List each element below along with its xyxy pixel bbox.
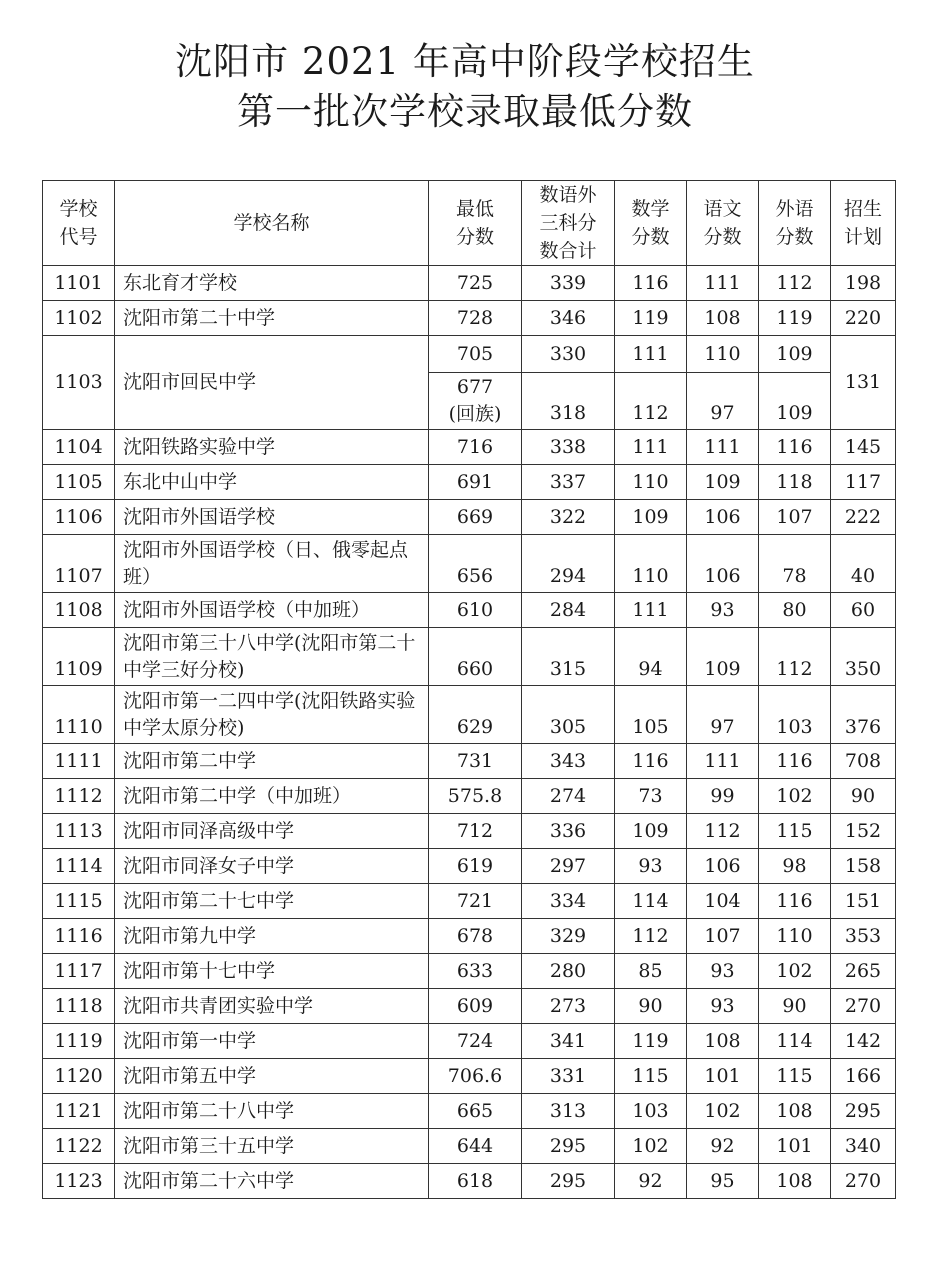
school-code: 1108	[43, 593, 115, 628]
school-name: 沈阳市共青团实验中学	[115, 989, 429, 1024]
math-score: 119	[615, 1024, 687, 1059]
school-name: 沈阳市第二十六中学	[115, 1164, 429, 1199]
min-score: 712	[429, 814, 522, 849]
foreign-score: 108	[759, 1094, 831, 1129]
math-score: 111	[615, 593, 687, 628]
three-subject-total: 280	[522, 954, 615, 989]
school-code: 1114	[43, 849, 115, 884]
school-name: 沈阳市同泽高级中学	[115, 814, 429, 849]
table-row	[43, 535, 896, 593]
foreign-score: 108	[759, 1164, 831, 1199]
min-score: 706.6	[429, 1059, 522, 1094]
school-name: 沈阳市外国语学校（日、俄零起点班）	[115, 535, 429, 593]
school-code: 1123	[43, 1164, 115, 1199]
school-code: 1105	[43, 465, 115, 500]
school-name: 沈阳市第二十八中学	[115, 1094, 429, 1129]
school-name: 沈阳市第二十中学	[115, 301, 429, 336]
min-score: 724	[429, 1024, 522, 1059]
table-row	[43, 989, 896, 1024]
school-code: 1121	[43, 1094, 115, 1129]
math-score: 110	[615, 465, 687, 500]
school-name: 东北育才学校	[115, 266, 429, 301]
enrollment-plan: 40	[831, 535, 896, 593]
min-score: 677 (回族)	[429, 373, 522, 430]
math-score: 111	[615, 336, 687, 373]
chinese-score: 102	[687, 1094, 759, 1129]
enrollment-plan: 340	[831, 1129, 896, 1164]
enrollment-plan: 166	[831, 1059, 896, 1094]
enrollment-plan: 376	[831, 686, 896, 744]
chinese-score: 112	[687, 814, 759, 849]
table-row	[43, 744, 896, 779]
school-code: 1112	[43, 779, 115, 814]
three-subject-total: 273	[522, 989, 615, 1024]
chinese-score: 95	[687, 1164, 759, 1199]
chinese-score: 97	[687, 686, 759, 744]
header-name: 学校名称	[115, 181, 429, 266]
chinese-score: 109	[687, 465, 759, 500]
three-subject-total: 338	[522, 430, 615, 465]
table-row	[43, 336, 896, 373]
enrollment-plan: 220	[831, 301, 896, 336]
foreign-score: 114	[759, 1024, 831, 1059]
header-chinese: 语文 分数	[687, 181, 759, 266]
three-subject-total: 343	[522, 744, 615, 779]
math-score: 92	[615, 1164, 687, 1199]
three-subject-total: 339	[522, 266, 615, 301]
chinese-score: 107	[687, 919, 759, 954]
school-code: 1118	[43, 989, 115, 1024]
chinese-score: 104	[687, 884, 759, 919]
three-subject-total: 341	[522, 1024, 615, 1059]
school-name: 沈阳市第一二四中学(沈阳铁路实验中学太原分校)	[115, 686, 429, 744]
min-score: 705	[429, 336, 522, 373]
school-code: 1110	[43, 686, 115, 744]
chinese-score: 93	[687, 989, 759, 1024]
math-score: 102	[615, 1129, 687, 1164]
min-score: 618	[429, 1164, 522, 1199]
chinese-score: 108	[687, 1024, 759, 1059]
chinese-score: 101	[687, 1059, 759, 1094]
admission-score-table	[42, 180, 896, 1199]
foreign-score: 78	[759, 535, 831, 593]
table-row	[43, 954, 896, 989]
table-row	[43, 1094, 896, 1129]
math-score: 116	[615, 266, 687, 301]
chinese-score: 109	[687, 628, 759, 686]
school-name: 沈阳市回民中学	[115, 336, 429, 430]
min-score: 678	[429, 919, 522, 954]
enrollment-plan: 353	[831, 919, 896, 954]
enrollment-plan: 265	[831, 954, 896, 989]
foreign-score: 116	[759, 744, 831, 779]
school-code: 1101	[43, 266, 115, 301]
enrollment-plan: 131	[831, 336, 896, 430]
math-score: 103	[615, 1094, 687, 1129]
school-code: 1106	[43, 500, 115, 535]
school-name: 东北中山中学	[115, 465, 429, 500]
foreign-score: 80	[759, 593, 831, 628]
three-subject-total: 295	[522, 1129, 615, 1164]
enrollment-plan: 117	[831, 465, 896, 500]
school-code: 1104	[43, 430, 115, 465]
chinese-score: 106	[687, 500, 759, 535]
school-code: 1103	[43, 336, 115, 430]
table-row	[43, 266, 896, 301]
foreign-score: 102	[759, 954, 831, 989]
enrollment-plan: 708	[831, 744, 896, 779]
school-name: 沈阳市第二十七中学	[115, 884, 429, 919]
math-score: 119	[615, 301, 687, 336]
table-row	[43, 884, 896, 919]
three-subject-total: 330	[522, 336, 615, 373]
foreign-score: 112	[759, 266, 831, 301]
header-min-score: 最低 分数	[429, 181, 522, 266]
min-score: 619	[429, 849, 522, 884]
table-row	[43, 430, 896, 465]
table-row	[43, 919, 896, 954]
math-score: 112	[615, 919, 687, 954]
min-score: 660	[429, 628, 522, 686]
enrollment-plan: 270	[831, 1164, 896, 1199]
foreign-score: 116	[759, 884, 831, 919]
three-subject-total: 297	[522, 849, 615, 884]
table-row	[43, 465, 896, 500]
foreign-score: 101	[759, 1129, 831, 1164]
foreign-score: 110	[759, 919, 831, 954]
math-score: 110	[615, 535, 687, 593]
foreign-score: 118	[759, 465, 831, 500]
chinese-score: 111	[687, 430, 759, 465]
school-code: 1116	[43, 919, 115, 954]
min-score: 609	[429, 989, 522, 1024]
chinese-score: 110	[687, 336, 759, 373]
school-code: 1117	[43, 954, 115, 989]
enrollment-plan: 60	[831, 593, 896, 628]
min-score: 725	[429, 266, 522, 301]
three-subject-total: 295	[522, 1164, 615, 1199]
foreign-score: 98	[759, 849, 831, 884]
school-code: 1119	[43, 1024, 115, 1059]
math-score: 73	[615, 779, 687, 814]
enrollment-plan: 350	[831, 628, 896, 686]
school-code: 1113	[43, 814, 115, 849]
math-score: 109	[615, 500, 687, 535]
school-code: 1109	[43, 628, 115, 686]
foreign-score: 115	[759, 814, 831, 849]
min-score: 656	[429, 535, 522, 593]
chinese-score: 106	[687, 849, 759, 884]
min-score: 731	[429, 744, 522, 779]
school-name: 沈阳市第三十五中学	[115, 1129, 429, 1164]
enrollment-plan: 145	[831, 430, 896, 465]
math-score: 85	[615, 954, 687, 989]
school-code: 1102	[43, 301, 115, 336]
math-score: 115	[615, 1059, 687, 1094]
header-foreign: 外语 分数	[759, 181, 831, 266]
min-score: 691	[429, 465, 522, 500]
chinese-score: 92	[687, 1129, 759, 1164]
table-header-row	[43, 181, 896, 266]
math-score: 116	[615, 744, 687, 779]
chinese-score: 111	[687, 266, 759, 301]
three-subject-total: 329	[522, 919, 615, 954]
math-score: 93	[615, 849, 687, 884]
math-score: 94	[615, 628, 687, 686]
math-score: 90	[615, 989, 687, 1024]
chinese-score: 97	[687, 373, 759, 430]
school-name: 沈阳市第十七中学	[115, 954, 429, 989]
min-score: 644	[429, 1129, 522, 1164]
three-subject-total: 346	[522, 301, 615, 336]
foreign-score: 103	[759, 686, 831, 744]
enrollment-plan: 295	[831, 1094, 896, 1129]
math-score: 105	[615, 686, 687, 744]
table-row	[43, 686, 896, 744]
enrollment-plan: 151	[831, 884, 896, 919]
table-row	[43, 500, 896, 535]
min-score: 728	[429, 301, 522, 336]
school-name: 沈阳市第九中学	[115, 919, 429, 954]
table-row	[43, 1059, 896, 1094]
foreign-score: 109	[759, 373, 831, 430]
three-subject-total: 337	[522, 465, 615, 500]
three-subject-total: 284	[522, 593, 615, 628]
school-code: 1111	[43, 744, 115, 779]
three-subject-total: 315	[522, 628, 615, 686]
three-subject-total: 318	[522, 373, 615, 430]
school-name: 沈阳市同泽女子中学	[115, 849, 429, 884]
three-subject-total: 334	[522, 884, 615, 919]
enrollment-plan: 198	[831, 266, 896, 301]
page-subtitle: 第一批次学校录取最低分数	[237, 90, 693, 133]
chinese-score: 93	[687, 954, 759, 989]
math-score: 112	[615, 373, 687, 430]
chinese-score: 108	[687, 301, 759, 336]
table-row	[43, 1129, 896, 1164]
school-name: 沈阳市第一中学	[115, 1024, 429, 1059]
enrollment-plan: 152	[831, 814, 896, 849]
table-row	[43, 628, 896, 686]
school-code: 1115	[43, 884, 115, 919]
min-score: 610	[429, 593, 522, 628]
school-name: 沈阳铁路实验中学	[115, 430, 429, 465]
three-subject-total: 274	[522, 779, 615, 814]
foreign-score: 112	[759, 628, 831, 686]
math-score: 114	[615, 884, 687, 919]
chinese-score: 99	[687, 779, 759, 814]
foreign-score: 115	[759, 1059, 831, 1094]
min-score: 629	[429, 686, 522, 744]
header-math: 数学 分数	[615, 181, 687, 266]
foreign-score: 90	[759, 989, 831, 1024]
table-row	[43, 814, 896, 849]
foreign-score: 116	[759, 430, 831, 465]
min-score: 633	[429, 954, 522, 989]
three-subject-total: 331	[522, 1059, 615, 1094]
table-row	[43, 593, 896, 628]
min-score: 669	[429, 500, 522, 535]
min-score: 716	[429, 430, 522, 465]
chinese-score: 106	[687, 535, 759, 593]
min-score: 721	[429, 884, 522, 919]
enrollment-plan: 142	[831, 1024, 896, 1059]
enrollment-plan: 270	[831, 989, 896, 1024]
school-code: 1120	[43, 1059, 115, 1094]
table-row	[43, 1024, 896, 1059]
enrollment-plan: 90	[831, 779, 896, 814]
math-score: 111	[615, 430, 687, 465]
header-plan: 招生 计划	[831, 181, 896, 266]
math-score: 109	[615, 814, 687, 849]
table-row	[43, 301, 896, 336]
school-code: 1107	[43, 535, 115, 593]
table-row	[43, 779, 896, 814]
school-name: 沈阳市第二中学	[115, 744, 429, 779]
foreign-score: 109	[759, 336, 831, 373]
table-row	[43, 849, 896, 884]
enrollment-plan: 158	[831, 849, 896, 884]
school-name: 沈阳市外国语学校	[115, 500, 429, 535]
page-title: 沈阳市 2021 年高中阶段学校招生	[175, 40, 755, 83]
school-name: 沈阳市第三十八中学(沈阳市第二十中学三好分校)	[115, 628, 429, 686]
three-subject-total: 336	[522, 814, 615, 849]
chinese-score: 111	[687, 744, 759, 779]
foreign-score: 107	[759, 500, 831, 535]
header-three-total: 数语外 三科分 数合计	[522, 181, 615, 266]
three-subject-total: 294	[522, 535, 615, 593]
school-name: 沈阳市外国语学校（中加班）	[115, 593, 429, 628]
foreign-score: 102	[759, 779, 831, 814]
three-subject-total: 305	[522, 686, 615, 744]
school-name: 沈阳市第二中学（中加班）	[115, 779, 429, 814]
school-name: 沈阳市第五中学	[115, 1059, 429, 1094]
foreign-score: 119	[759, 301, 831, 336]
min-score: 665	[429, 1094, 522, 1129]
header-code: 学校 代号	[43, 181, 115, 266]
table-row	[43, 1164, 896, 1199]
school-code: 1122	[43, 1129, 115, 1164]
enrollment-plan: 222	[831, 500, 896, 535]
three-subject-total: 313	[522, 1094, 615, 1129]
three-subject-total: 322	[522, 500, 615, 535]
chinese-score: 93	[687, 593, 759, 628]
min-score: 575.8	[429, 779, 522, 814]
